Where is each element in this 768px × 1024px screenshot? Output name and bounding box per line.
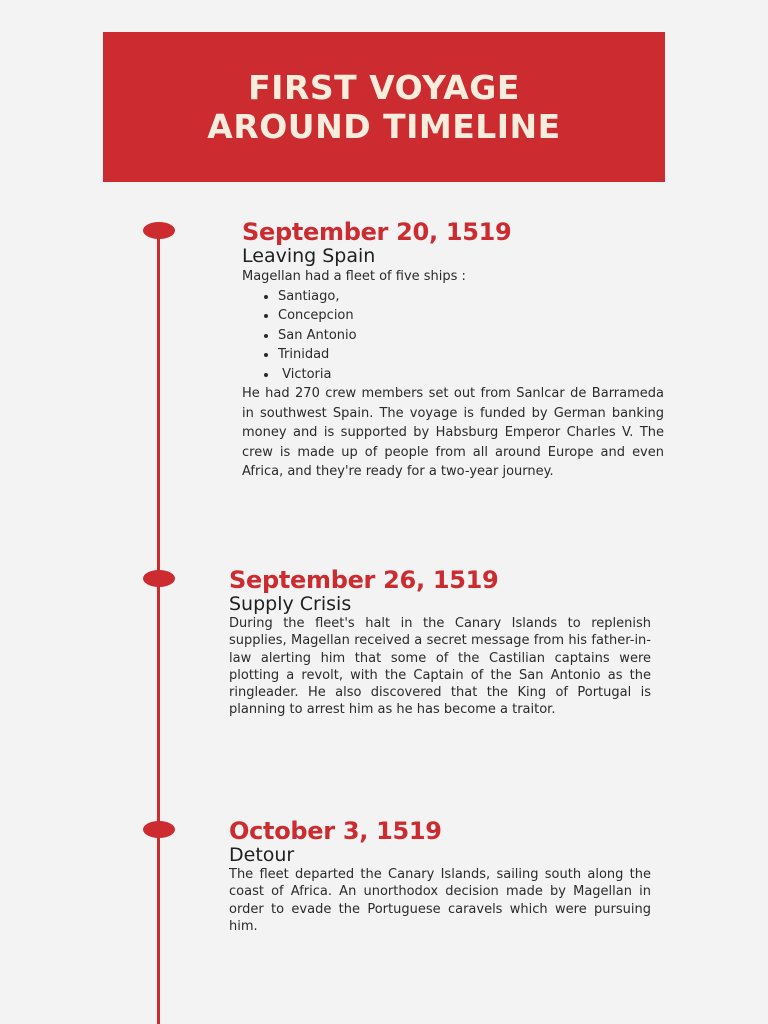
timeline-event-2 — [229, 567, 651, 719]
timeline-event-1 — [242, 219, 664, 482]
timeline-dot-2 — [143, 570, 175, 587]
list-item: • Trinidad — [278, 345, 664, 365]
event-description: The fleet departed the Canary Islands, sailing south along the coast of Africa. An unorthodox decision made by Magellan in order to evade the Portuguese caravels which were pursuing him. — [229, 867, 651, 934]
page-title-line-1: FIRST VOYAGE — [248, 68, 520, 107]
event-title: Detour — [229, 844, 295, 866]
page-title-line-2: AROUND TIMELINE — [207, 107, 561, 146]
timeline-dot-1 — [143, 222, 175, 239]
title-banner — [103, 32, 665, 182]
timeline-event-3 — [229, 818, 651, 935]
list-item: • Victoria — [278, 365, 664, 385]
event-title: Supply Crisis — [229, 593, 352, 615]
event-date: September 26, 1519 — [229, 566, 499, 594]
event-description: During the fleet's halt in the Canary Islands to replenish supplies, Magellan received a secret message from his father-in-law alerting him that some of the Castilian captains were plotting a revolt, with the Captain of the San Antonio as the ringleader. He also discovered that the King of Portugal is planning to arrest him as he has become a traitor. — [229, 616, 651, 718]
event-date: September 20, 1519 — [242, 218, 512, 246]
list-item: • Concepcion — [278, 306, 664, 326]
event-description: He had 270 crew members set out from Sanlcar de Barrameda in southwest Spain. The voyage is funded by German banking money and is supported by Habsburg Emperor Charles V. The crew is made up of people from all around Europe and even Africa, and they're ready for a two-year journey. — [242, 386, 664, 479]
event-title: Leaving Spain — [242, 245, 376, 267]
event-intro: Magellan had a fleet of five ships : — [242, 269, 466, 284]
ship-list — [242, 287, 664, 385]
timeline-line — [157, 230, 160, 1024]
list-item: • San Antonio — [278, 326, 664, 346]
list-item: • Santiago, — [278, 287, 664, 307]
event-date: October 3, 1519 — [229, 817, 442, 845]
timeline-dot-3 — [143, 821, 175, 838]
